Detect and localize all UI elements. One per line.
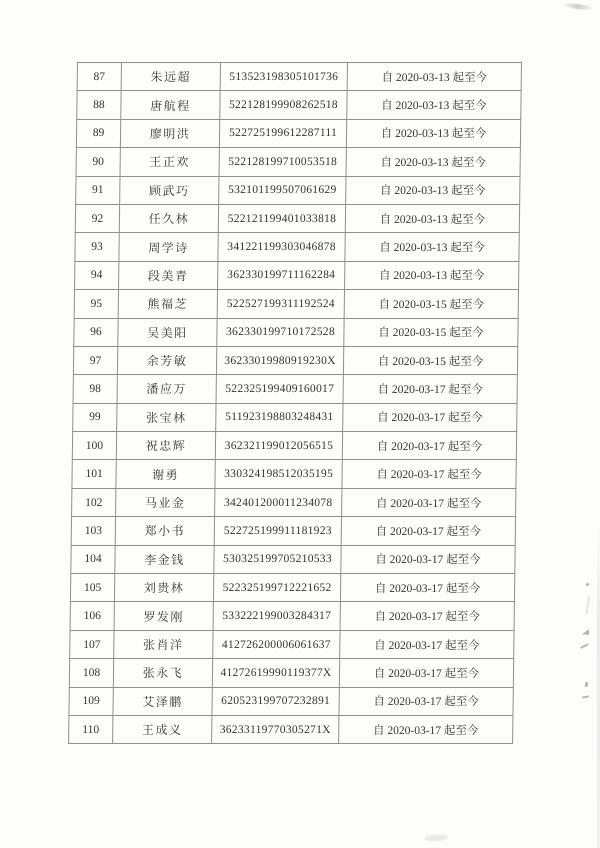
id-number-cell: 522725199612287111	[219, 119, 346, 147]
table-row	[71, 517, 515, 545]
row-number-cell: 102	[72, 488, 116, 516]
row-number-cell: 109	[69, 687, 113, 715]
id-number-cell: 41272619990119377X	[212, 659, 339, 687]
id-number-cell: 341221199303046878	[218, 233, 345, 261]
id-number-cell: 522128199710053518	[219, 148, 346, 176]
row-number-cell: 94	[75, 261, 119, 289]
name-cell: 张宝林	[117, 403, 216, 431]
name-cell: 祝忠辉	[116, 432, 215, 460]
table-row	[75, 261, 519, 289]
name-cell: 朱远超	[121, 63, 220, 91]
row-number-cell: 88	[77, 91, 121, 119]
table-row	[69, 687, 513, 715]
id-number-cell: 522325199712221652	[213, 574, 340, 602]
period-cell: 自 2020-03-17 起至今	[341, 517, 515, 545]
scan-smudge-artifact	[424, 834, 448, 842]
table-row	[70, 630, 514, 658]
period-cell: 自 2020-03-17 起至今	[340, 602, 514, 630]
table-row	[70, 574, 514, 602]
row-number-cell: 106	[70, 602, 114, 630]
table-row	[74, 318, 518, 346]
row-number-cell: 91	[76, 176, 120, 204]
row-number-cell: 87	[77, 63, 121, 91]
ink-squiggle-mark	[584, 595, 592, 615]
name-cell: 罗发刚	[114, 602, 213, 630]
table-row	[72, 488, 516, 516]
ink-mark	[586, 583, 590, 587]
row-number-cell: 97	[73, 346, 117, 374]
id-number-cell: 36233119770305271X	[212, 715, 339, 743]
ink-mark	[582, 629, 589, 635]
period-cell: 自 2020-03-17 起至今	[340, 630, 514, 658]
id-number-cell: 362321199012056515	[215, 432, 342, 460]
row-number-cell: 92	[75, 204, 119, 232]
id-number-cell: 522325199409160017	[216, 375, 343, 403]
row-number-cell: 101	[72, 460, 116, 488]
name-cell: 潘应万	[117, 375, 216, 403]
table-row	[77, 63, 521, 91]
table-row	[72, 432, 516, 460]
id-number-cell: 522128199908262518	[220, 91, 347, 119]
name-cell: 刘贵林	[114, 574, 213, 602]
personnel-roster-table	[68, 62, 522, 744]
table-row	[76, 148, 520, 176]
name-cell: 郑小书	[115, 517, 214, 545]
ink-mark	[582, 695, 589, 698]
name-cell: 任久林	[119, 204, 218, 232]
name-cell: 熊福芝	[118, 290, 217, 318]
period-cell: 自 2020-03-17 起至今	[342, 432, 516, 460]
table-row	[69, 659, 513, 687]
period-cell: 自 2020-03-13 起至今	[345, 261, 519, 289]
id-number-cell: 412726200006061637	[213, 630, 340, 658]
scan-streak-artifact	[562, 2, 593, 11]
period-cell: 自 2020-03-17 起至今	[341, 545, 515, 573]
name-cell: 谢勇	[116, 460, 215, 488]
id-number-cell: 522527199311192524	[217, 290, 344, 318]
name-cell: 艾泽鹏	[113, 687, 212, 715]
row-number-cell: 95	[74, 290, 118, 318]
row-number-cell: 100	[72, 432, 116, 460]
row-number-cell: 98	[73, 375, 117, 403]
name-cell: 周学诗	[119, 233, 218, 261]
name-cell: 马业金	[116, 488, 215, 516]
name-cell: 余芳敏	[117, 346, 216, 374]
ink-mark	[585, 682, 589, 688]
ink-mark	[580, 643, 589, 649]
row-number-cell: 108	[69, 659, 113, 687]
table-row	[74, 290, 518, 318]
table-row	[69, 715, 513, 743]
period-cell: 自 2020-03-17 起至今	[339, 687, 513, 715]
id-number-cell: 330324198512035195	[215, 460, 342, 488]
period-cell: 自 2020-03-17 起至今	[342, 488, 516, 516]
period-cell: 自 2020-03-13 起至今	[345, 233, 519, 261]
id-number-cell: 342401200011234078	[215, 488, 342, 516]
table-row	[73, 403, 517, 431]
table-row	[70, 602, 514, 630]
name-cell: 廖明洪	[120, 119, 219, 147]
id-number-cell: 532101199507061629	[219, 176, 346, 204]
table-row	[75, 204, 519, 232]
period-cell: 自 2020-03-13 起至今	[347, 91, 521, 119]
id-number-cell: 362330199711162284	[218, 261, 345, 289]
name-cell: 段美青	[119, 261, 218, 289]
name-cell: 王成义	[113, 715, 212, 743]
name-cell: 张肖洋	[114, 630, 213, 658]
period-cell: 自 2020-03-15 起至今	[344, 290, 518, 318]
id-number-cell: 362330199710172528	[217, 318, 344, 346]
table-row	[73, 375, 517, 403]
table-row	[77, 91, 521, 119]
period-cell: 自 2020-03-17 起至今	[340, 574, 514, 602]
roster-table-body	[69, 63, 522, 744]
name-cell: 李金钱	[115, 545, 214, 573]
table-row	[76, 176, 520, 204]
period-cell: 自 2020-03-15 起至今	[344, 318, 518, 346]
row-number-cell: 96	[74, 318, 118, 346]
row-number-cell: 105	[70, 574, 114, 602]
period-cell: 自 2020-03-15 起至今	[343, 346, 517, 374]
period-cell: 自 2020-03-13 起至今	[347, 63, 521, 91]
id-number-cell: 513523198305101736	[220, 63, 347, 91]
row-number-cell: 107	[70, 630, 114, 658]
name-cell: 吴美阳	[118, 318, 217, 346]
period-cell: 自 2020-03-17 起至今	[339, 715, 513, 743]
period-cell: 自 2020-03-13 起至今	[346, 148, 520, 176]
period-cell: 自 2020-03-13 起至今	[346, 176, 520, 204]
row-number-cell: 90	[76, 148, 120, 176]
table-row	[75, 233, 519, 261]
table-row	[71, 545, 515, 573]
table-row	[76, 119, 520, 147]
row-number-cell: 89	[76, 119, 120, 147]
id-number-cell: 530325199705210533	[214, 545, 341, 573]
row-number-cell: 99	[73, 403, 117, 431]
table-row	[72, 460, 516, 488]
row-number-cell: 103	[71, 517, 115, 545]
id-number-cell: 522725199911181923	[214, 517, 341, 545]
id-number-cell: 533222199003284317	[213, 602, 340, 630]
table-row	[73, 346, 517, 374]
row-number-cell: 110	[69, 715, 113, 743]
name-cell: 王正欢	[120, 148, 219, 176]
row-number-cell: 104	[71, 545, 115, 573]
period-cell: 自 2020-03-17 起至今	[343, 375, 517, 403]
name-cell: 张永飞	[113, 659, 212, 687]
period-cell: 自 2020-03-17 起至今	[342, 460, 516, 488]
period-cell: 自 2020-03-13 起至今	[345, 204, 519, 232]
row-number-cell: 93	[75, 233, 119, 261]
name-cell: 顾武巧	[120, 176, 219, 204]
period-cell: 自 2020-03-17 起至今	[343, 403, 517, 431]
id-number-cell: 36233019980919230X	[216, 346, 343, 374]
id-number-cell: 511923198803248431	[216, 403, 343, 431]
id-number-cell: 620523199707232891	[212, 687, 339, 715]
period-cell: 自 2020-03-17 起至今	[339, 659, 513, 687]
id-number-cell: 522121199401033818	[218, 204, 345, 232]
name-cell: 唐航程	[121, 91, 220, 119]
period-cell: 自 2020-03-13 起至今	[346, 119, 520, 147]
